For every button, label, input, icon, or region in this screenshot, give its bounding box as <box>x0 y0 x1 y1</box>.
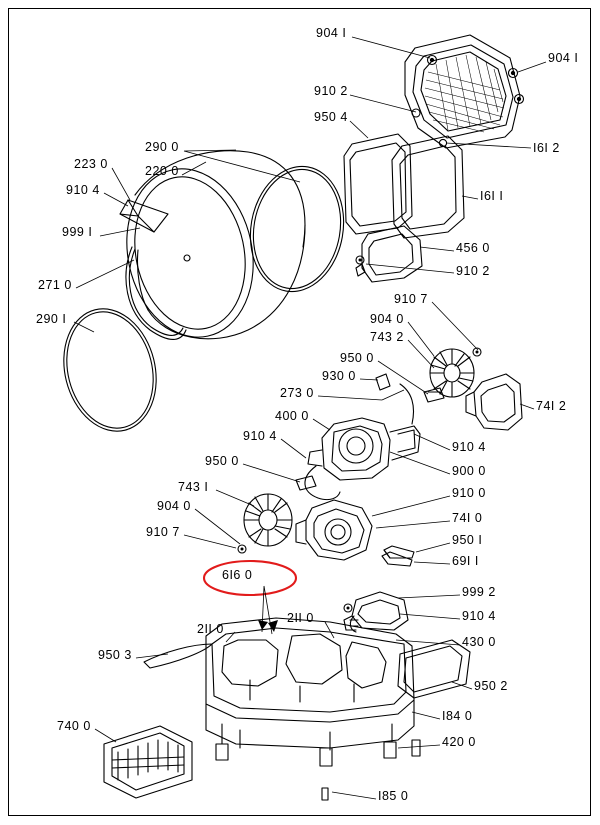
part-clip-small-b <box>376 374 390 390</box>
part-label-999-1: 999 I <box>62 225 93 239</box>
part-label-904-1-a: 904 I <box>316 26 347 40</box>
part-label-273-0: 273 0 <box>280 386 314 400</box>
part-label-950-1: 950 I <box>452 533 483 547</box>
part-rear-panel <box>405 35 520 148</box>
part-label-743-2: 743 2 <box>370 330 404 344</box>
part-drum-belt-ring <box>241 159 353 299</box>
part-label-290-1: 290 I <box>36 312 67 326</box>
part-air-duct-block <box>356 226 422 282</box>
part-motor-wire <box>305 466 340 500</box>
part-label-950-0-b: 950 0 <box>205 454 239 468</box>
part-fan-lower <box>244 494 292 546</box>
part-door-seal-right <box>392 136 464 238</box>
part-label-185-0: I85 0 <box>378 789 409 803</box>
part-label-400-0: 400 0 <box>275 409 309 423</box>
part-label-904-0-a: 904 0 <box>370 312 404 326</box>
part-drum-strap <box>126 247 186 339</box>
part-label-950-0-a: 950 0 <box>340 351 374 365</box>
part-fan-housing-lower <box>296 500 372 560</box>
part-screw-950-1 <box>384 546 414 558</box>
part-label-430-0: 430 0 <box>462 635 496 649</box>
part-label-999-2: 999 2 <box>462 585 496 599</box>
part-label-950-3: 950 3 <box>98 648 132 662</box>
part-label-211-0-a: 2II 0 <box>287 611 314 625</box>
part-label-743-1: 743 I <box>178 480 209 494</box>
part-heater <box>104 726 192 798</box>
part-label-910-2-a: 910 2 <box>314 84 348 98</box>
part-label-910-4-d: 910 4 <box>462 609 496 623</box>
part-door-seal-left <box>344 134 412 234</box>
part-label-910-7-a: 910 7 <box>394 292 428 306</box>
part-label-220-0: 220 0 <box>145 164 179 178</box>
part-label-211-0-b: 2II 0 <box>197 622 224 636</box>
part-label-290-0: 290 0 <box>145 140 179 154</box>
part-label-223-0: 223 0 <box>74 157 108 171</box>
part-label-950-4: 950 4 <box>314 110 348 124</box>
part-label-930-0: 930 0 <box>322 369 356 383</box>
part-label-741-2: 74I 2 <box>536 399 567 413</box>
part-label-900-0: 900 0 <box>452 464 486 478</box>
part-lid-panel <box>398 640 470 698</box>
part-label-740-0: 740 0 <box>57 719 91 733</box>
part-label-161-2: I6I 2 <box>533 141 560 155</box>
part-label-271-0: 271 0 <box>38 278 72 292</box>
part-label-910-4-a: 910 4 <box>66 183 100 197</box>
part-label-904-0-b: 904 0 <box>157 499 191 513</box>
part-screw-691 <box>382 552 412 566</box>
part-label-910-7-b: 910 7 <box>146 525 180 539</box>
part-label-691-1: 69I I <box>452 554 479 568</box>
part-label-161-1: I6I I <box>480 189 504 203</box>
part-label-910-0: 910 0 <box>452 486 486 500</box>
part-label-741-0: 74I 0 <box>452 511 483 525</box>
part-label-910-4-c: 910 4 <box>243 429 277 443</box>
part-fan-upper <box>430 349 474 397</box>
part-label-616-0-highlighted: 6I6 0 <box>222 568 253 582</box>
part-label-420-0: 420 0 <box>442 735 476 749</box>
part-label-910-2-b: 910 2 <box>456 264 490 278</box>
part-drive-belt <box>51 299 168 441</box>
part-label-456-0: 456 0 <box>456 241 490 255</box>
part-label-904-1-b: 904 I <box>548 51 579 65</box>
part-motor <box>308 418 420 480</box>
part-label-950-2: 950 2 <box>474 679 508 693</box>
part-rod <box>400 384 414 424</box>
part-label-910-4-b: 910 4 <box>452 440 486 454</box>
part-base-frame <box>206 618 414 750</box>
part-clip-small-a <box>424 388 444 402</box>
part-fan-housing-upper <box>466 374 522 430</box>
part-label-184-0: I84 0 <box>442 709 473 723</box>
